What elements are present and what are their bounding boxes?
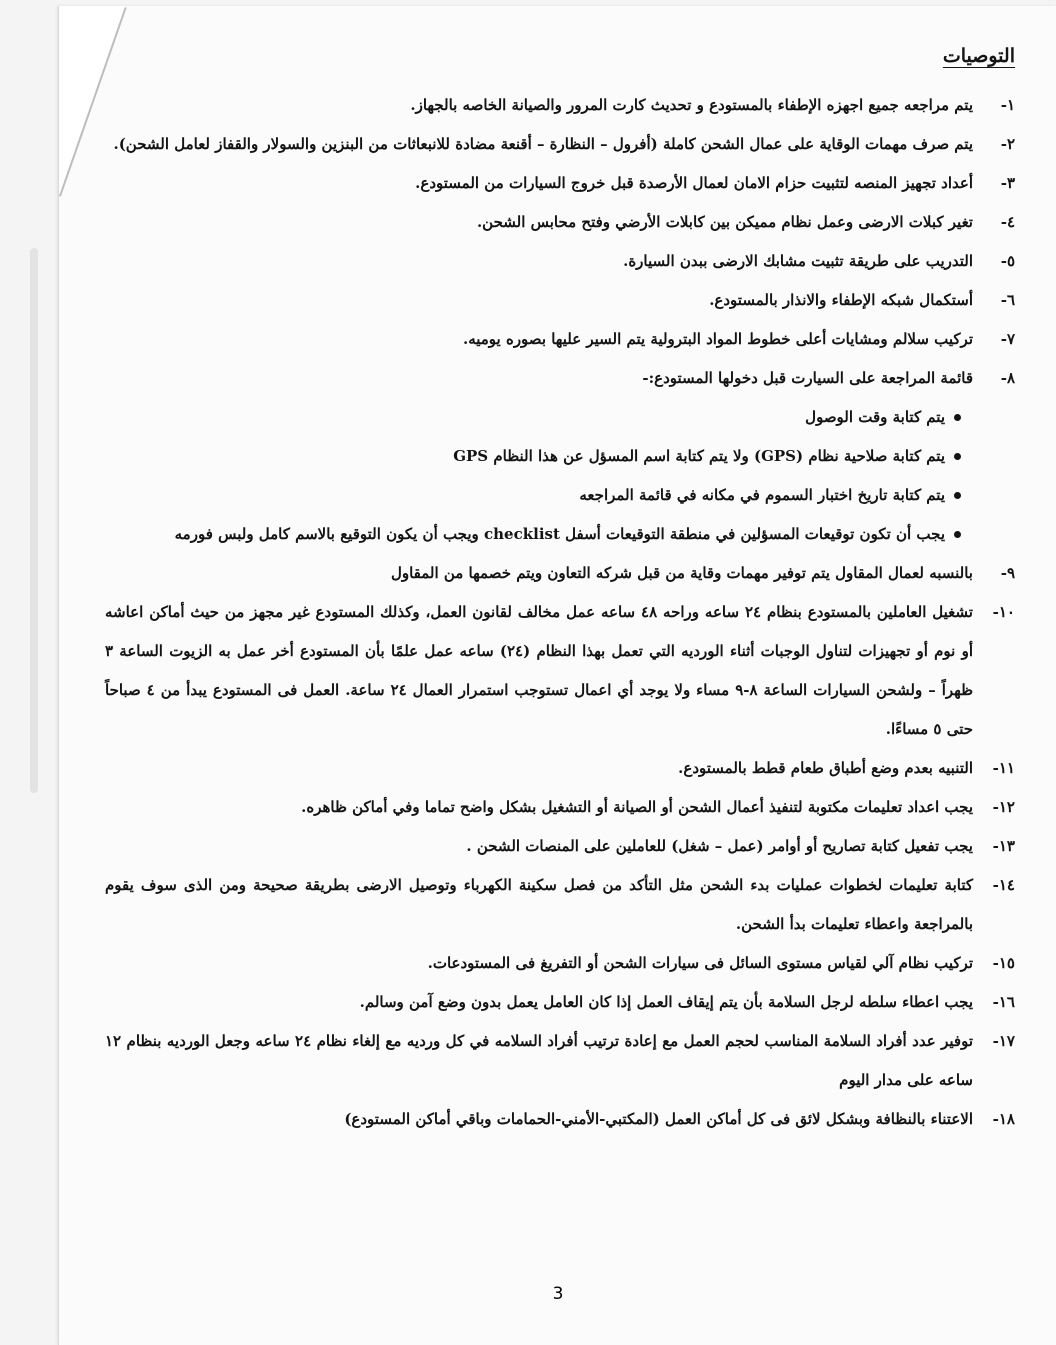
page-title: التوصيات xyxy=(942,45,1015,67)
item-text: يجب تفعيل كتابة تصاريح أو أوامر (عمل – شغل) للعاملين على المنصات الشحن . xyxy=(466,837,973,855)
item-number: ٧- xyxy=(1000,330,1015,348)
item-number: ٨- xyxy=(1000,369,1015,387)
item-number: ١٣- xyxy=(992,837,1015,855)
page-content xyxy=(105,42,1017,1345)
list-item xyxy=(105,203,1017,242)
list-item xyxy=(105,1100,1017,1139)
item-text: تشغيل العاملين بالمستودع بنظام ٢٤ ساعه وراحه ٤٨ ساعه عمل مخالف لقانون العمل، وكذلك المستودع غير مجهز من حيث أماكن اعاشه أو نوم أو تجهيزات لتناول الوجبات أثناء الورديه التي تعمل بهذا النظام (٢٤) ساعه عمل علمًا بأن المستودع أخر عمل به الزيوت الساعة ٣ ظهراً – ولشحن السيارات الساعة ٨-٩ مساء ولا يوجد أي اعمال تستوجب استمرار العمال ٢٤ ساعة. العمل فى المستودع يبدأ من ٤ صباحاً حتى ٥ مساءًا. xyxy=(105,603,974,738)
item-text: تركيب سلالم ومشايات أعلى خطوط المواد البترولية يتم السير عليها بصوره يوميه. xyxy=(462,330,973,348)
bullet-text: يتم كتابة تاريخ اختبار السموم في مكانه في قائمة المراجعه xyxy=(579,486,945,504)
item-text: كتابة تعليمات لخطوات عمليات بدء الشحن مثل التأكد من فصل سكينة الكهرباء وتوصيل الارضى بطريقة صحيحة ومن الذى سوف يقوم بالمراجعة واعطاء تعليمات بدأ الشحن. xyxy=(105,876,973,933)
item-number: ٣- xyxy=(1000,174,1015,192)
list-item xyxy=(105,593,1017,749)
list-item xyxy=(105,125,1017,164)
list-item xyxy=(105,983,1017,1022)
document-page xyxy=(58,6,1056,1345)
bullet-dot-icon xyxy=(954,531,961,538)
item-number: ٥- xyxy=(1000,252,1015,270)
item-number: ١٥- xyxy=(992,954,1015,972)
item-number: ١٠- xyxy=(992,603,1015,621)
list-item xyxy=(105,242,1017,281)
item-text: يجب اعطاء سلطه لرجل السلامة بأن يتم إيقاف العمل إذا كان العامل يعمل بدون وضع آمن وسالم. xyxy=(359,993,973,1011)
item-number: ١٨- xyxy=(992,1110,1015,1128)
item-text: الاعتناء بالنظافة وبشكل لائق فى كل أماكن العمل (المكتبي-الأمني-الحمامات وباقي أماكن المستودع) xyxy=(344,1110,973,1128)
item-number: ١٧- xyxy=(992,1032,1015,1050)
item-text: يجب اعداد تعليمات مكتوبة لتنفيذ أعمال الشحن أو الصيانة أو التشغيل بشكل واضح تماما وفي أماكن ظاهره. xyxy=(301,798,973,816)
item-number: ٤- xyxy=(1000,213,1015,231)
list-item xyxy=(105,281,1017,320)
item-number: ١- xyxy=(1000,96,1015,114)
page-number: 3 xyxy=(552,1284,564,1304)
item-number: ٢- xyxy=(1000,135,1015,153)
item-text: أستكمال شبكه الإطفاء والانذار بالمستودع. xyxy=(709,291,973,309)
item-text: التدريب على طريقة تثبيت مشابك الارضى ببدن السيارة. xyxy=(623,252,973,270)
bullet-text: يجب أن تكون توقيعات المسؤلين في منطقة التوقيعات أسفل checklist ويجب أن يكون التوقيع بالاسم كامل ولبس فورمه xyxy=(174,525,945,543)
list-item xyxy=(105,164,1017,203)
checklist-bullet xyxy=(105,437,1017,476)
item-number: ١٢- xyxy=(992,798,1015,816)
checklist-bullet xyxy=(105,515,1017,554)
list-item xyxy=(105,86,1017,125)
bullet-text: يتم كتابة وقت الوصول xyxy=(805,408,945,426)
bullet-dot-icon xyxy=(954,453,961,460)
list-item xyxy=(105,320,1017,359)
item-number: ٩- xyxy=(1000,564,1015,582)
list-item xyxy=(105,554,1017,593)
list-item xyxy=(105,749,1017,788)
item-number: ٦- xyxy=(1000,291,1015,309)
bullet-dot-icon xyxy=(954,492,961,499)
item-text: توفير عدد أفراد السلامة المناسب لحجم العمل مع إعادة ترتيب أفراد السلامه في كل ورديه مع إلغاء نظام ٢٤ ساعه وجعل الورديه بنظام ١٢ ساعه على مدار اليوم xyxy=(105,1032,973,1089)
item-text: تركيب نظام آلي لقياس مستوى السائل فى سيارات الشحن أو التفريغ فى المستودعات. xyxy=(427,954,973,972)
item-number: ١٦- xyxy=(992,993,1015,1011)
item-number: ١١- xyxy=(992,759,1015,777)
checklist-bullet xyxy=(105,398,1017,437)
list-item xyxy=(105,944,1017,983)
item-text: يتم مراجعه جميع اجهزه الإطفاء بالمستودع و تحديث كارت المرور والصيانة الخاصه بالجهاز. xyxy=(410,96,973,114)
item-text: تغير كبلات الارضى وعمل نظام مميكن بين كابلات الأرضي وفتح محابس الشحن. xyxy=(476,213,973,231)
bullet-text: يتم كتابة صلاحية نظام (GPS) ولا يتم كتابة اسم المسؤل عن هذا النظام GPS xyxy=(453,447,945,465)
list-item xyxy=(105,1022,1017,1100)
item-text: يتم صرف مهمات الوقاية على عمال الشحن كاملة (أفرول – النظارة – أقنعة مضادة للانبعاثات من البنزين والسولار والقفاز لعامل الشحن). xyxy=(113,135,973,153)
item-text: التنبيه بعدم وضع أطباق طعام قطط بالمستودع. xyxy=(678,759,973,777)
item-number: ١٤- xyxy=(992,876,1015,894)
checklist-bullet xyxy=(105,476,1017,515)
list-item xyxy=(105,788,1017,827)
item-text: قائمة المراجعة على السيارت قبل دخولها المستودع:- xyxy=(642,369,973,387)
list-item xyxy=(105,827,1017,866)
list-item xyxy=(105,359,1017,398)
item-text: أعداد تجهيز المنصه لتثبيت حزام الامان لعمال الأرصدة قبل خروج السيارات من المستودع. xyxy=(415,174,973,192)
list-item xyxy=(105,866,1017,944)
item-text: بالنسبه لعمال المقاول يتم توفير مهمات وقاية من قبل شركه التعاون ويتم خصمها من المقاول xyxy=(390,564,973,582)
scrollbar[interactable] xyxy=(30,248,38,793)
bullet-dot-icon xyxy=(954,414,961,421)
